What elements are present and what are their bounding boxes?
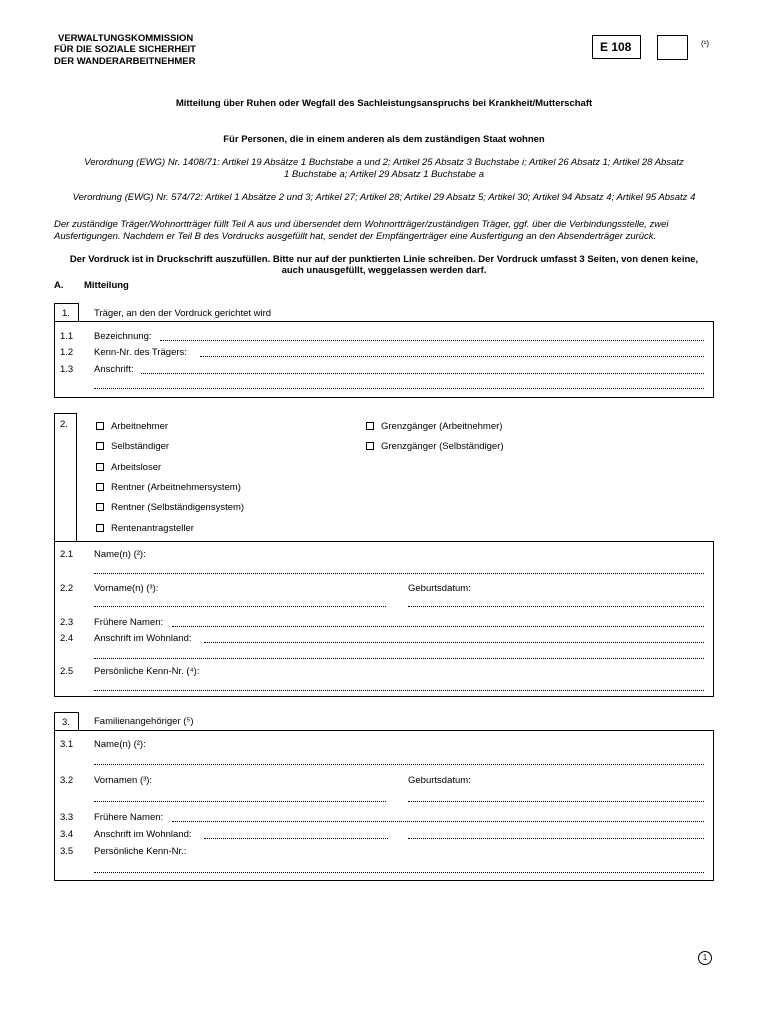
checkbox-label-selbstaendiger: Selbständiger (111, 441, 170, 452)
form-code: E 108 (600, 40, 632, 54)
family-anschrift-field-right[interactable] (408, 838, 704, 839)
row-3-5-number: 3.5 (60, 846, 74, 857)
part-a-title: Mitteilung (84, 280, 129, 291)
authority-line-3: DER WANDERARBEITNEHMER (54, 56, 196, 67)
regulation-2: Verordnung (EWG) Nr. 574/72: Artikel 1 Absätze 2 und 3; Artikel 27; Artikel 28; Artikel 29 Absatz 5; Artikel 30; Artikel 94 Absatz 4; Artikel 95 Absatz 4 (72, 192, 696, 203)
row-2-2-label: Vorname(n) (³): (94, 583, 159, 594)
checkbox-selbstaendiger[interactable] (96, 442, 104, 450)
checkbox-rentner-arbeitnehmersystem[interactable] (96, 483, 104, 491)
regulation-1-line-1: Verordnung (EWG) Nr. 1408/71: Artikel 19 Absätze 1 Buchstabe a und 2; Artikel 25 Absatz 3 Buchstabe i; Artikel 26 Absatz 1; Artikel 28 Absatz (84, 157, 684, 168)
row-3-4-label: Anschrift im Wohnland: (94, 829, 192, 840)
row-3-5-label: Persönliche Kenn-Nr.: (94, 846, 187, 857)
page-number: 1 (702, 953, 708, 962)
row-1-3-label: Anschrift: (94, 364, 134, 375)
row-2-4-number: 2.4 (60, 633, 74, 644)
family-kenn-nr-field[interactable] (94, 872, 704, 873)
anschrift-wohnland-field-line-2[interactable] (94, 658, 704, 659)
checkbox-grenzgaenger-arbeitnehmer[interactable] (366, 422, 374, 430)
footnote-ref: (¹) (701, 39, 709, 48)
row-2-5-label: Persönliche Kenn-Nr. (⁴): (94, 666, 200, 677)
checkbox-label-rentner-selbstaendigensystem: Rentner (Selbständigensystem) (111, 502, 245, 513)
row-2-1-label: Name(n) (²): (94, 549, 146, 560)
form-subtitle: Für Personen, die in einem anderen als dem zuständigen Staat wohnen (223, 134, 545, 145)
row-2-1-number: 2.1 (60, 549, 74, 560)
row-2-3-number: 2.3 (60, 617, 74, 628)
form-version-box[interactable] (657, 35, 688, 60)
row-3-3-label: Frühere Namen: (94, 812, 164, 823)
checkbox-label-rentner-arbeitnehmersystem: Rentner (Arbeitnehmersystem) (111, 482, 241, 493)
vorname-field[interactable] (94, 606, 386, 607)
geburtsdatum-field[interactable] (408, 606, 704, 607)
row-1-1-number: 1.1 (60, 331, 74, 342)
anschrift-wohnland-field[interactable] (204, 642, 704, 643)
row-3-3-number: 3.3 (60, 812, 74, 823)
instructions-line-1: Der zuständige Träger/Wohnortträger füllt Teil A aus und übersendet dem Wohnortträger/zuständigen Träger, ggf. über die Verbindungsstelle, zwei (54, 219, 669, 230)
part-a-letter: A. (54, 280, 64, 291)
section-3-title: Familienangehöriger (⁵) (94, 716, 194, 727)
section-3-number: 3. (62, 717, 70, 728)
authority-line-2: FÜR DIE SOZIALE SICHERHEIT (54, 44, 196, 55)
row-2-3-label: Frühere Namen: (94, 617, 164, 628)
row-1-3-number: 1.3 (60, 364, 74, 375)
persoenliche-kenn-nr-field[interactable] (94, 690, 704, 691)
family-name-field[interactable] (94, 764, 704, 765)
traeger-kenn-nr-field[interactable] (200, 356, 704, 357)
family-vornamen-field[interactable] (94, 801, 386, 802)
row-1-2-number: 1.2 (60, 347, 74, 358)
checkbox-label-grenzgaenger-selbstaendiger: Grenzgänger (Selbständiger) (381, 441, 504, 452)
notice-line-2: auch unausgefüllt, weggelassen werden darf. (281, 265, 487, 276)
checkbox-arbeitsloser[interactable] (96, 463, 104, 471)
checkbox-label-grenzgaenger-arbeitnehmer: Grenzgänger (Arbeitnehmer) (381, 421, 503, 432)
row-3-2-label: Vornamen (³): (94, 775, 153, 786)
checkbox-label-rentenantragsteller: Rentenantragsteller (111, 523, 194, 534)
row-2-2-birthdate-label: Geburtsdatum: (408, 583, 471, 594)
checkbox-rentenantragsteller[interactable] (96, 524, 104, 532)
form-title: Mitteilung über Ruhen oder Wegfall des Sachleistungsanspruchs bei Krankheit/Mutterschaft (175, 98, 593, 109)
authority-line-1: VERWALTUNGSKOMMISSION (58, 33, 194, 44)
checkbox-label-arbeitnehmer: Arbeitnehmer (111, 421, 169, 432)
row-3-2-number: 3.2 (60, 775, 74, 786)
checkbox-label-arbeitsloser: Arbeitsloser (111, 462, 162, 473)
section-1-number: 1. (62, 308, 70, 319)
anschrift-field-line-2[interactable] (94, 388, 704, 389)
name-field[interactable] (94, 573, 704, 574)
instructions-line-2: Ausfertigungen. Nachdem er Teil B des Vordrucks ausgefüllt hat, sendet der Empfängerträger eine Ausfertigung an den Absenderträger zurück. (54, 231, 657, 242)
row-1-1-label: Bezeichnung: (94, 331, 152, 342)
section-1-box (54, 321, 714, 398)
row-2-2-number: 2.2 (60, 583, 74, 594)
bezeichnung-field[interactable] (160, 340, 704, 341)
family-geburtsdatum-field[interactable] (408, 801, 704, 802)
row-3-4-number: 3.4 (60, 829, 74, 840)
row-2-4-label: Anschrift im Wohnland: (94, 633, 192, 644)
checkbox-grenzgaenger-selbstaendiger[interactable] (366, 442, 374, 450)
fruehere-namen-field[interactable] (172, 626, 704, 627)
section-1-title: Träger, an den der Vordruck gerichtet wird (94, 308, 272, 319)
anschrift-field[interactable] (141, 373, 704, 374)
section-2-number-box (54, 413, 77, 542)
notice-line-1: Der Vordruck ist in Druckschrift auszufüllen. Bitte nur auf der punktierten Linie schreiben. Der Vordruck umfasst 3 Seiten, von denen keine, (69, 254, 699, 265)
row-3-1-label: Name(n) (²): (94, 739, 146, 750)
regulation-1-line-2: 1 Buchstabe a; Artikel 29 Absatz 1 Buchstabe a (284, 169, 484, 180)
checkbox-arbeitnehmer[interactable] (96, 422, 104, 430)
section-2-number: 2. (60, 419, 68, 430)
page-number-badge (698, 951, 712, 965)
row-3-1-number: 3.1 (60, 739, 74, 750)
row-1-2-label: Kenn-Nr. des Trägers: (94, 347, 187, 358)
checkbox-rentner-selbstaendigensystem[interactable] (96, 503, 104, 511)
family-anschrift-field[interactable] (204, 838, 388, 839)
section-3-box (54, 730, 714, 881)
row-2-5-number: 2.5 (60, 666, 74, 677)
family-fruehere-namen-field[interactable] (172, 821, 704, 822)
row-3-2-birthdate-label: Geburtsdatum: (408, 775, 471, 786)
